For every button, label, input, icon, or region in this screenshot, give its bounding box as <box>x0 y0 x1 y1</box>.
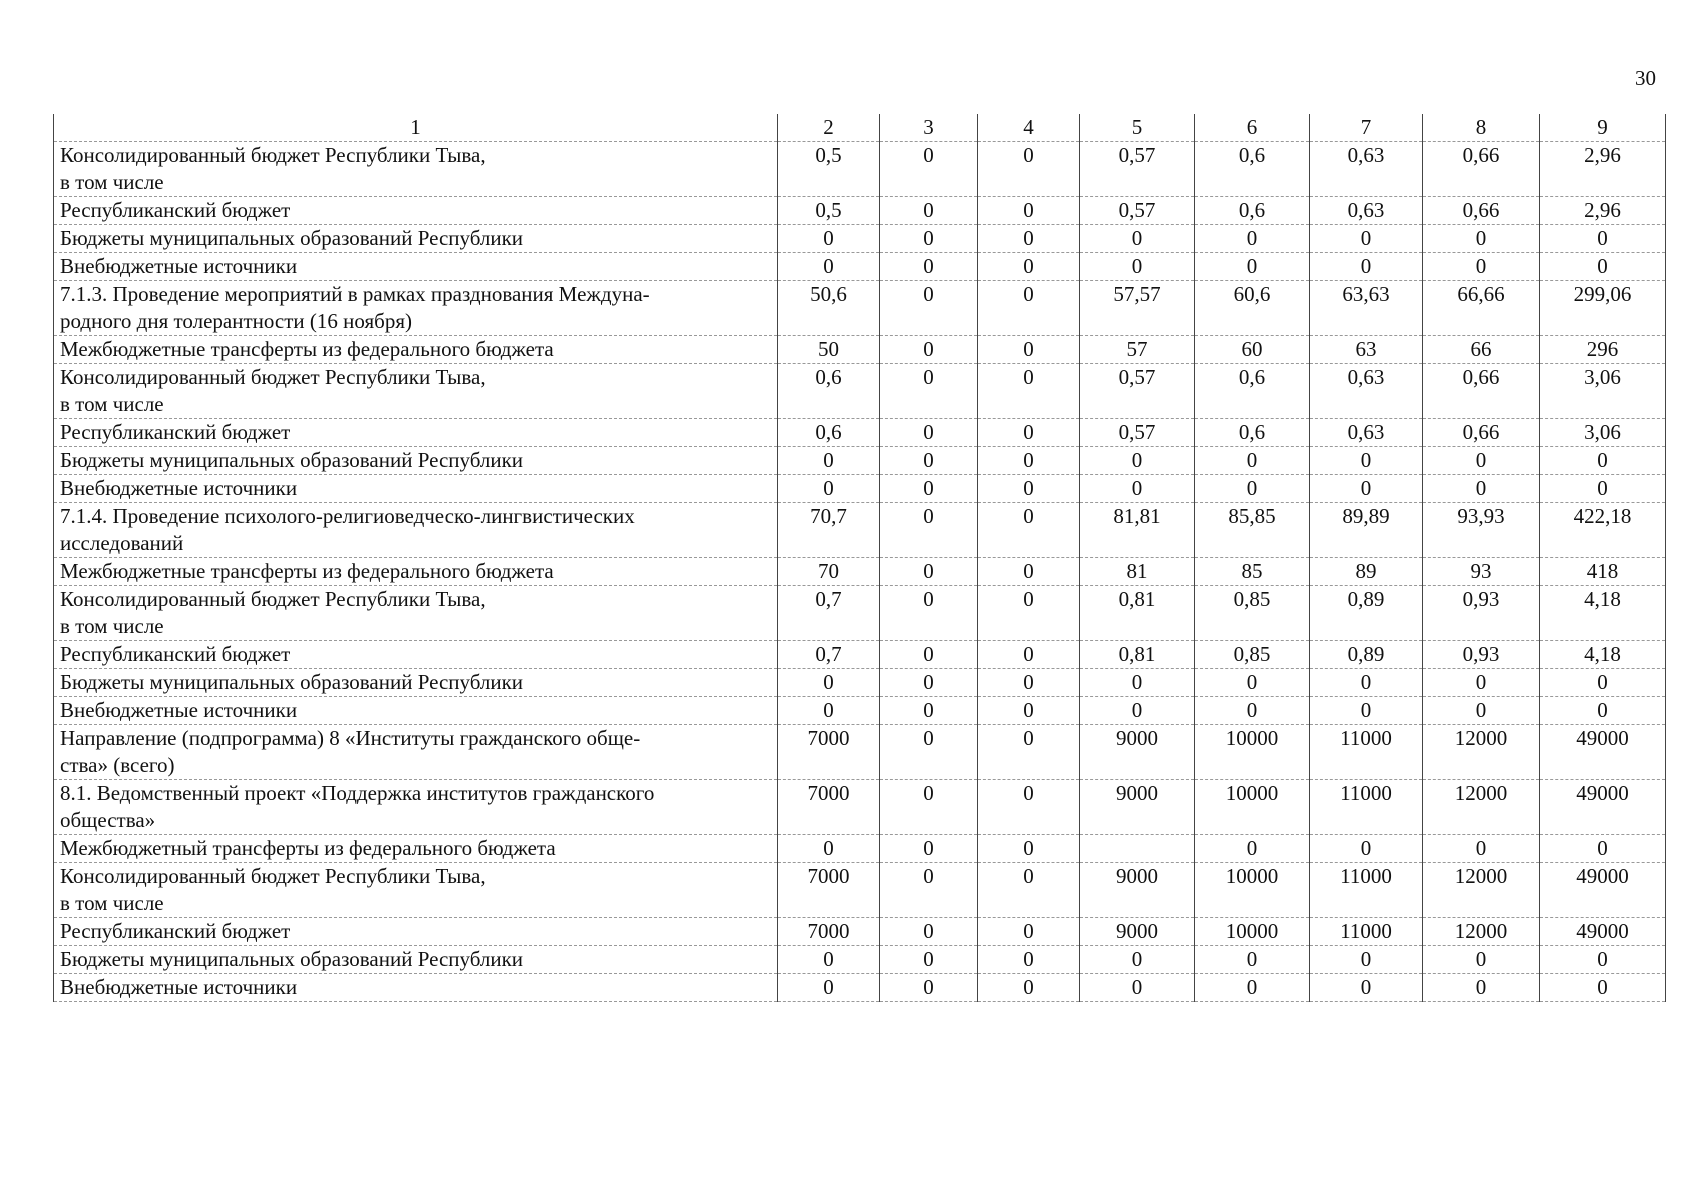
table-cell: 0 <box>1310 475 1423 503</box>
row-label: Республиканский бюджет <box>54 197 778 225</box>
table-cell: 0 <box>1195 946 1310 974</box>
table-cell: 0 <box>880 558 978 586</box>
table-cell: 0 <box>978 669 1080 697</box>
table-cell: 9000 <box>1080 725 1195 780</box>
table-cell: 0 <box>978 419 1080 447</box>
table-cell: 0 <box>978 918 1080 946</box>
table-cell: 57 <box>1080 336 1195 364</box>
table-cell: 0 <box>880 253 978 281</box>
table-cell: 49000 <box>1540 918 1666 946</box>
table-cell: 0 <box>880 863 978 918</box>
table-cell: 0,5 <box>778 142 880 197</box>
row-label: Межбюджетный трансферты из федерального бюджета <box>54 835 778 863</box>
table-cell: 0 <box>1080 946 1195 974</box>
table-cell: 0 <box>880 447 978 475</box>
table-cell: 0,85 <box>1195 641 1310 669</box>
table-cell: 0,93 <box>1423 586 1540 641</box>
table-cell: 85 <box>1195 558 1310 586</box>
column-header: 7 <box>1310 114 1423 142</box>
table-cell: 49000 <box>1540 780 1666 835</box>
table-cell: 57,57 <box>1080 281 1195 336</box>
table-cell: 0 <box>1423 946 1540 974</box>
row-label: Внебюджетные источники <box>54 475 778 503</box>
row-label: Межбюджетные трансферты из федерального бюджета <box>54 336 778 364</box>
table-cell: 89 <box>1310 558 1423 586</box>
budget-table <box>53 114 1666 1002</box>
table-cell: 12000 <box>1423 863 1540 918</box>
table-cell: 70 <box>778 558 880 586</box>
row-label: Межбюджетные трансферты из федерального бюджета <box>54 558 778 586</box>
table-cell: 0 <box>778 475 880 503</box>
table-cell: 0 <box>1423 835 1540 863</box>
table-cell: 93,93 <box>1423 503 1540 558</box>
table-row <box>54 586 1666 641</box>
column-header: 4 <box>978 114 1080 142</box>
table-cell: 0 <box>978 725 1080 780</box>
table-cell: 0 <box>978 641 1080 669</box>
table-cell: 0,63 <box>1310 197 1423 225</box>
table-cell: 0,81 <box>1080 641 1195 669</box>
table-cell: 0,63 <box>1310 142 1423 197</box>
row-label: Консолидированный бюджет Республики Тыва, в том числе <box>54 863 778 918</box>
table-cell: 0 <box>1080 974 1195 1002</box>
table-cell: 0 <box>978 142 1080 197</box>
table-cell: 0 <box>978 364 1080 419</box>
table-cell: 85,85 <box>1195 503 1310 558</box>
table-cell: 0 <box>880 697 978 725</box>
table-cell: 4,18 <box>1540 586 1666 641</box>
table-cell: 0 <box>880 835 978 863</box>
row-label: Внебюджетные источники <box>54 697 778 725</box>
table-body <box>54 114 1666 1002</box>
table-cell: 0 <box>978 281 1080 336</box>
table-cell: 0 <box>1080 697 1195 725</box>
table-cell: 0,66 <box>1423 197 1540 225</box>
table-cell: 93 <box>1423 558 1540 586</box>
table-cell: 12000 <box>1423 918 1540 946</box>
table-cell: 0 <box>978 697 1080 725</box>
table-cell: 0 <box>778 225 880 253</box>
table-cell: 0 <box>778 835 880 863</box>
table-cell: 0 <box>880 974 978 1002</box>
table-row <box>54 863 1666 918</box>
table-cell: 0,6 <box>1195 197 1310 225</box>
table-cell: 0 <box>880 419 978 447</box>
table-cell: 0 <box>1540 946 1666 974</box>
table-cell: 60 <box>1195 336 1310 364</box>
table-cell: 49000 <box>1540 725 1666 780</box>
table-cell: 89,89 <box>1310 503 1423 558</box>
table-row <box>54 946 1666 974</box>
table-row <box>54 336 1666 364</box>
table-cell: 0 <box>880 281 978 336</box>
table-cell: 0,5 <box>778 197 880 225</box>
row-label: Направление (подпрограмма) 8 «Институты гражданского обще- ства» (всего) <box>54 725 778 780</box>
table-cell: 0 <box>978 586 1080 641</box>
table-row <box>54 447 1666 475</box>
table-cell: 0,66 <box>1423 142 1540 197</box>
table-cell: 10000 <box>1195 863 1310 918</box>
table-row <box>54 197 1666 225</box>
table-cell: 0 <box>978 946 1080 974</box>
table-cell: 7000 <box>778 918 880 946</box>
table-cell: 0 <box>1423 974 1540 1002</box>
table-cell: 0 <box>880 225 978 253</box>
table-row <box>54 419 1666 447</box>
table-row <box>54 918 1666 946</box>
table-cell: 0 <box>880 142 978 197</box>
table-cell: 0 <box>1540 835 1666 863</box>
row-label: Республиканский бюджет <box>54 419 778 447</box>
column-header: 1 <box>54 114 778 142</box>
table-cell: 4,18 <box>1540 641 1666 669</box>
table-cell: 0 <box>978 835 1080 863</box>
table-cell: 63 <box>1310 336 1423 364</box>
table-cell: 0 <box>1540 225 1666 253</box>
table-row <box>54 725 1666 780</box>
table-cell: 0 <box>880 475 978 503</box>
table-row <box>54 281 1666 336</box>
table-cell: 0,57 <box>1080 364 1195 419</box>
table-row <box>54 142 1666 197</box>
table-cell: 0 <box>1195 697 1310 725</box>
table-cell: 81 <box>1080 558 1195 586</box>
table-cell: 66,66 <box>1423 281 1540 336</box>
table-cell: 0 <box>978 197 1080 225</box>
table-cell: 0 <box>1540 447 1666 475</box>
table-cell: 12000 <box>1423 780 1540 835</box>
table-cell: 0,89 <box>1310 641 1423 669</box>
table-cell: 0 <box>978 780 1080 835</box>
table-cell: 0 <box>978 503 1080 558</box>
table-cell: 10000 <box>1195 725 1310 780</box>
row-label: Бюджеты муниципальных образований Республики <box>54 669 778 697</box>
table-row <box>54 974 1666 1002</box>
table-cell: 0 <box>778 253 880 281</box>
table-cell: 0,57 <box>1080 142 1195 197</box>
table-cell: 0 <box>778 946 880 974</box>
table-cell: 422,18 <box>1540 503 1666 558</box>
table-cell: 50,6 <box>778 281 880 336</box>
table-cell: 81,81 <box>1080 503 1195 558</box>
table-cell: 0 <box>1310 835 1423 863</box>
table-cell: 0 <box>978 336 1080 364</box>
table-cell: 9000 <box>1080 918 1195 946</box>
table-cell: 0 <box>778 669 880 697</box>
table-cell: 0 <box>1310 225 1423 253</box>
table-cell: 0 <box>1080 253 1195 281</box>
table-cell: 418 <box>1540 558 1666 586</box>
table-cell: 0 <box>1423 669 1540 697</box>
row-label: Консолидированный бюджет Республики Тыва, в том числе <box>54 142 778 197</box>
table-cell: 0 <box>1310 669 1423 697</box>
page-number: 30 <box>1635 66 1656 90</box>
table-cell: 66 <box>1423 336 1540 364</box>
table-cell: 50 <box>778 336 880 364</box>
table-cell: 0 <box>1195 669 1310 697</box>
table-cell: 0 <box>880 364 978 419</box>
table-cell: 11000 <box>1310 725 1423 780</box>
row-label: Республиканский бюджет <box>54 641 778 669</box>
table-cell: 10000 <box>1195 780 1310 835</box>
table-cell: 0,6 <box>1195 364 1310 419</box>
table-cell <box>1080 835 1195 863</box>
table-row <box>54 253 1666 281</box>
table-cell: 2,96 <box>1540 197 1666 225</box>
table-cell: 10000 <box>1195 918 1310 946</box>
table-cell: 0 <box>1195 974 1310 1002</box>
table-row <box>54 697 1666 725</box>
table-cell: 0,66 <box>1423 364 1540 419</box>
row-label: Бюджеты муниципальных образований Республики <box>54 447 778 475</box>
table-cell: 0 <box>880 669 978 697</box>
table-cell: 12000 <box>1423 725 1540 780</box>
table-cell: 63,63 <box>1310 281 1423 336</box>
table-cell: 0 <box>880 946 978 974</box>
table-cell: 0 <box>1195 253 1310 281</box>
table-cell: 0 <box>1540 669 1666 697</box>
table-row <box>54 780 1666 835</box>
table-cell: 0 <box>1423 475 1540 503</box>
table-cell: 60,6 <box>1195 281 1310 336</box>
row-label: Консолидированный бюджет Республики Тыва, в том числе <box>54 586 778 641</box>
table-cell: 0 <box>1423 253 1540 281</box>
table-cell: 0,6 <box>778 364 880 419</box>
table-row <box>54 558 1666 586</box>
row-label: Внебюджетные источники <box>54 974 778 1002</box>
table-cell: 0 <box>1195 225 1310 253</box>
table-cell: 0 <box>880 586 978 641</box>
table-cell: 70,7 <box>778 503 880 558</box>
table-cell: 11000 <box>1310 780 1423 835</box>
table-cell: 0 <box>978 447 1080 475</box>
table-cell: 0 <box>978 974 1080 1002</box>
table-cell: 0,89 <box>1310 586 1423 641</box>
table-cell: 0 <box>1310 447 1423 475</box>
table-cell: 7000 <box>778 725 880 780</box>
table-cell: 0,6 <box>778 419 880 447</box>
table-cell: 0 <box>1195 447 1310 475</box>
table-row <box>54 669 1666 697</box>
table-cell: 0 <box>1540 697 1666 725</box>
table-cell: 0 <box>880 780 978 835</box>
table-cell: 296 <box>1540 336 1666 364</box>
table-cell: 9000 <box>1080 863 1195 918</box>
table-cell: 0 <box>978 475 1080 503</box>
row-label: 7.1.4. Проведение психолого-религиоведческо-лингвистических исследований <box>54 503 778 558</box>
table-cell: 0 <box>778 697 880 725</box>
row-label: 7.1.3. Проведение мероприятий в рамках празднования Междуна- родного дня толерантности (16 ноября) <box>54 281 778 336</box>
table-cell: 0 <box>1310 697 1423 725</box>
table-cell: 0 <box>778 447 880 475</box>
table-cell: 0 <box>978 225 1080 253</box>
column-header: 3 <box>880 114 978 142</box>
table-cell: 0 <box>1080 475 1195 503</box>
table-cell: 0 <box>880 197 978 225</box>
table-cell: 0 <box>978 253 1080 281</box>
column-header: 5 <box>1080 114 1195 142</box>
table-cell: 49000 <box>1540 863 1666 918</box>
table-cell: 0,63 <box>1310 419 1423 447</box>
table-header-row <box>54 114 1666 142</box>
table-cell: 0 <box>1195 475 1310 503</box>
table-cell: 0,57 <box>1080 197 1195 225</box>
table-cell: 7000 <box>778 863 880 918</box>
table-cell: 0 <box>1423 447 1540 475</box>
table-cell: 0 <box>1540 475 1666 503</box>
row-label: Республиканский бюджет <box>54 918 778 946</box>
table-cell: 0,81 <box>1080 586 1195 641</box>
table-cell: 0,6 <box>1195 419 1310 447</box>
table-cell: 0,57 <box>1080 419 1195 447</box>
table-cell: 0,7 <box>778 641 880 669</box>
table-row <box>54 225 1666 253</box>
row-label: Консолидированный бюджет Республики Тыва, в том числе <box>54 364 778 419</box>
table-cell: 7000 <box>778 780 880 835</box>
table-cell: 0,66 <box>1423 419 1540 447</box>
column-header: 8 <box>1423 114 1540 142</box>
table-cell: 0 <box>978 863 1080 918</box>
table-cell: 0 <box>880 641 978 669</box>
table-row <box>54 641 1666 669</box>
row-label: 8.1. Ведомственный проект «Поддержка институтов гражданского общества» <box>54 780 778 835</box>
table-row <box>54 364 1666 419</box>
table-cell: 0,63 <box>1310 364 1423 419</box>
table-cell: 0 <box>1540 253 1666 281</box>
column-header: 9 <box>1540 114 1666 142</box>
column-header: 6 <box>1195 114 1310 142</box>
table-cell: 9000 <box>1080 780 1195 835</box>
column-header: 2 <box>778 114 880 142</box>
row-label: Бюджеты муниципальных образований Республики <box>54 946 778 974</box>
table-cell: 11000 <box>1310 918 1423 946</box>
table-cell: 0 <box>1423 697 1540 725</box>
table-cell: 3,06 <box>1540 364 1666 419</box>
table-cell: 11000 <box>1310 863 1423 918</box>
table-cell: 0 <box>1195 835 1310 863</box>
table-cell: 0 <box>1423 225 1540 253</box>
table-row <box>54 835 1666 863</box>
table-cell: 299,06 <box>1540 281 1666 336</box>
row-label: Внебюджетные источники <box>54 253 778 281</box>
table-cell: 0 <box>778 974 880 1002</box>
table-cell: 0,6 <box>1195 142 1310 197</box>
table-cell: 2,96 <box>1540 142 1666 197</box>
table-cell: 0 <box>1540 974 1666 1002</box>
table-row <box>54 475 1666 503</box>
table-cell: 0,93 <box>1423 641 1540 669</box>
table-cell: 0 <box>1080 669 1195 697</box>
table-cell: 0 <box>880 336 978 364</box>
table-cell: 3,06 <box>1540 419 1666 447</box>
table-cell: 0 <box>1310 974 1423 1002</box>
table-cell: 0 <box>1310 946 1423 974</box>
table-row <box>54 503 1666 558</box>
table-cell: 0,7 <box>778 586 880 641</box>
table-cell: 0 <box>1080 225 1195 253</box>
row-label: Бюджеты муниципальных образований Республики <box>54 225 778 253</box>
table-cell: 0 <box>978 558 1080 586</box>
table-cell: 0 <box>1310 253 1423 281</box>
table-cell: 0 <box>880 918 978 946</box>
table-cell: 0 <box>1080 447 1195 475</box>
table-cell: 0,85 <box>1195 586 1310 641</box>
table-cell: 0 <box>880 725 978 780</box>
table-cell: 0 <box>880 503 978 558</box>
